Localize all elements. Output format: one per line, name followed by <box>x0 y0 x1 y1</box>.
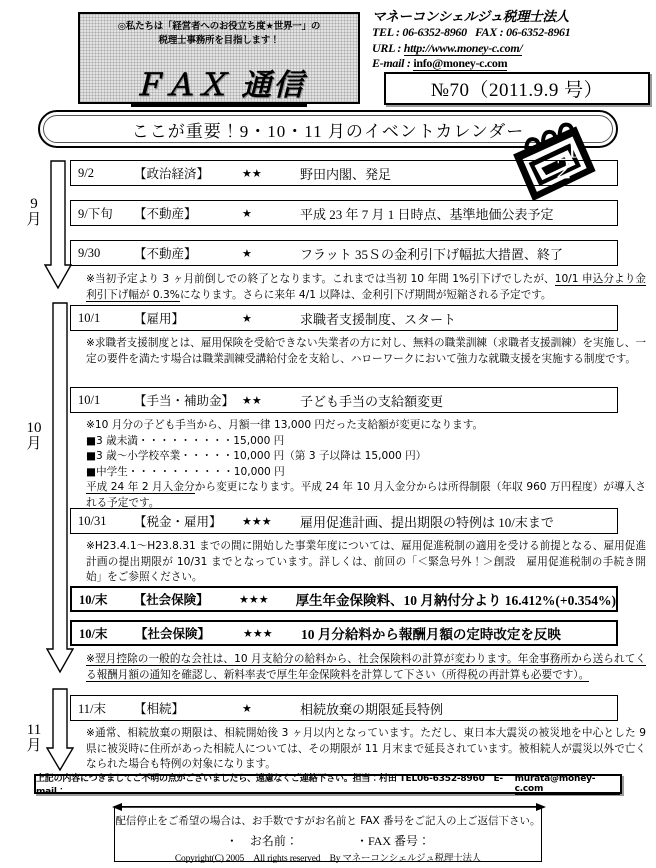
entry-row <box>70 387 618 413</box>
footer-divider-arrow <box>112 798 546 806</box>
note-employment-plan: ※H23.4.1～H23.8.31 までの間に開始した事業年度については、雇用促進税制の適用を受ける前提となる、雇用促進計画の提出期限が 10/31 までとなっています。詳しくは、前回の「＜緊急号外！＞創設 雇用促進税制の手続き開始」をご参照ください。 <box>86 540 646 583</box>
footer-unsubscribe-box <box>114 806 542 862</box>
entry-row <box>70 620 618 646</box>
firm-name: マネーコンシェルジュ税理士法人 <box>372 9 569 24</box>
entry-stars: ★★ <box>242 167 262 180</box>
reply-fields <box>115 832 541 849</box>
entry-stars: ★★★ <box>243 627 273 640</box>
month-label-september <box>24 196 44 228</box>
month-label-november <box>22 722 46 754</box>
email-line <box>372 56 652 72</box>
entry-stars: ★ <box>242 207 252 220</box>
footer-contact-email[interactable]: murata@money-c.com <box>515 774 620 795</box>
entry-date: 9/2 <box>78 165 94 180</box>
entry-category: 【社会保険】 <box>133 593 209 607</box>
note-flat35-underline-2: 分より金利引下げ幅が 0.3% <box>86 273 647 301</box>
name-field-label: ・ お名前： <box>225 834 298 848</box>
slogan <box>80 20 358 48</box>
svg-text:1: 1 <box>564 134 579 164</box>
entry-row <box>70 305 618 331</box>
entry-stars: ★★★ <box>242 515 272 528</box>
entry-date: 10/31 <box>78 513 107 528</box>
note-child-tail: から変更になります。平成 24 年 10 月入金分からは所得制限（年収 960 万円程度）が導入される予定です。 <box>86 481 646 509</box>
masthead-title <box>80 60 358 104</box>
slogan-line-1: ◎私たちは「経営者へのお役立ち度★世界一」の <box>117 21 321 32</box>
entry-row <box>70 508 618 534</box>
entry-row <box>70 160 618 186</box>
note-social-insurance <box>86 652 646 683</box>
issue-number-box <box>384 72 650 105</box>
entry-row <box>70 240 618 266</box>
headline-text: ここが重要！9・10・11 月のイベントカレンダー <box>131 121 525 141</box>
entry-date: 10/末 <box>79 627 108 641</box>
entry-description: 相続放棄の期限延長特例 <box>300 701 444 717</box>
url-link[interactable]: http://www.money-c.com/ <box>403 40 523 55</box>
entry-date: 9/下旬 <box>78 207 113 221</box>
note-inheritance: ※通常、相続放棄の期限は、相続開始後 3 ヶ月以内となっています。ただし、東日本大震災の被災地を中心とした 9 県に被災時に住所があった相続人については、その期限が 11 月末まで延長されています。被相続人が震災以外で亡くなられた場合も特例の対象になります。 <box>86 727 646 770</box>
document-header <box>0 0 656 112</box>
entry-row <box>70 695 618 721</box>
note-child-item: ■3 歳未満・・・・・・・・・15,000 円 <box>86 434 285 447</box>
note-child-item: ■中学生・・・・・・・・・・10,000 円 <box>86 465 285 478</box>
entry-row <box>70 586 618 612</box>
entry-category: 【雇用】 <box>134 312 185 326</box>
svg-text:2: 2 <box>555 152 572 186</box>
entry-stars: ★★★ <box>238 593 269 606</box>
entry-stars: ★ <box>242 312 252 325</box>
entry-description: 求職者支援制度、スタート <box>300 311 457 327</box>
issue-number: №70（2011.9.9 号） <box>430 80 604 101</box>
month-label-sep-num: 9 <box>30 196 38 212</box>
tel-label: TEL : <box>372 25 400 39</box>
slogan-line-2: 税理士事務所を目指します！ <box>158 35 280 46</box>
entry-date: 10/1 <box>78 310 101 325</box>
fax-field-label: ・FAX 番号： <box>355 834 431 848</box>
copyright: Copyright(C) 2005 All rights reserved By マネーコンシェルジュ税理士法人 <box>174 854 482 864</box>
fax-masthead-box <box>78 12 360 104</box>
entry-category: 【手当・補助金】 <box>134 394 235 408</box>
note-jobseeker-support: ※求職者支援制度とは、雇用保険を受給できない失業者の方に対し、無料の職業訓練（求職者支援訓練）を実施し、一定の要件を満たす場合は職業訓練受講給付金を支給し、ハローワークにおいて強力な就職支援を実施する制度です。 <box>86 337 646 365</box>
footer-contact-text: 上記の内容につきましてご不明の点がございましたら、遠慮なくご連絡下さい。担当：村田 TEL06-6352-8960 E-mail： <box>36 774 503 797</box>
entry-description: 厚生年金保険料、10 月納付分より 16.412%(+0.354%) <box>295 593 616 608</box>
email-label: E-mail : <box>372 56 411 70</box>
tel-value: 06-6352-8960 <box>402 25 467 39</box>
note-flat35-part-b: になります。さらに来年 4/1 以降は、金利引下げ期間が短縮される予定です。 <box>179 288 552 301</box>
note-child-underline: 平成 24 年 2 月入金分 <box>86 481 195 493</box>
month-label-nov-num: 11 <box>26 722 42 738</box>
entry-date: 9/30 <box>78 245 101 260</box>
entry-description: 10 月分給料から報酬月額の定時改定を反映 <box>301 627 561 642</box>
unsubscribe-instructions: 配信停止をご希望の場合は、お手数ですがお名前と FAX 番号をご記入の上ご返信下さい。 <box>115 815 541 827</box>
note-flat35-underline-1: 10/1 申込 <box>554 273 604 285</box>
entry-date: 10/末 <box>79 593 108 607</box>
month-label-oct-num: 10 <box>26 420 42 436</box>
month-arrow-september <box>44 160 72 295</box>
fax-label: FAX : <box>474 25 504 39</box>
month-label-nov-kanji: 月 <box>26 738 42 754</box>
masthead-title-text: ＦＡＸ 通信 <box>131 68 307 107</box>
url-label: URL : <box>372 40 402 55</box>
note-child-item: ■3 歳～小学校卒業・・・・・10,000 円（第 3 子以降は 15,000 円） <box>86 450 427 462</box>
month-label-october <box>22 420 46 452</box>
entry-category: 【不動産】 <box>134 207 197 221</box>
month-label-oct-kanji: 月 <box>26 436 42 452</box>
fax-value: 06-6352-8961 <box>506 25 571 39</box>
entry-category: 【税金・雇用】 <box>134 515 222 529</box>
entry-category: 【政治経済】 <box>134 167 210 181</box>
note-flat35 <box>86 272 646 303</box>
entry-category: 【相続】 <box>134 702 185 716</box>
entry-category: 【社会保険】 <box>135 627 211 641</box>
note-child-tail-wrap <box>86 480 646 511</box>
entry-category: 【不動産】 <box>134 247 197 261</box>
note-flat35-part-a: ※当初予定より 3 ヶ月前倒しでの終了となります。これまでは当初 10 年間 1%引下げでしたが、 <box>86 273 555 285</box>
entry-stars: ★★ <box>242 394 262 407</box>
note-child-head: ※10 月分の子ども手当から、月額一律 13,000 円だった支給額が変更になります。 <box>86 419 484 431</box>
entry-stars: ★ <box>242 247 252 260</box>
entry-description: 雇用促進計画、提出期限の特例は 10/末まで <box>300 514 554 530</box>
footer-contact-bar <box>34 773 622 797</box>
entry-date: 11/末 <box>78 702 107 716</box>
tel-fax-line <box>372 25 652 41</box>
firm-contact-block <box>372 9 652 72</box>
entry-description: 平成 23 年 7 月 1 日時点、基準地価公表予定 <box>300 206 554 222</box>
note-child-allowance <box>86 418 646 511</box>
month-label-sep-kanji: 月 <box>26 212 42 228</box>
entry-description: 子ども手当の支給額変更 <box>300 393 444 409</box>
note-social-insurance-text: ※翌月控除の一般的な会社は、10 月支給分の給料から、社会保険料の計算が変わります。年金事務所から送られてくる報酬月額の通知を確認し、新料率表で厚生年金保険料を計算して下さい（所得税の再計算も必要です）。 <box>86 653 646 681</box>
entry-description: 野田内閣、発足 <box>300 166 392 182</box>
email-link[interactable]: info@money-c.com <box>413 56 508 70</box>
entry-description: フラット 35Ｓの金利引下げ幅拡大措置、終了 <box>300 246 563 262</box>
url-line <box>372 41 652 57</box>
entry-stars: ★ <box>242 702 252 715</box>
entry-row <box>70 200 618 226</box>
entry-date: 10/1 <box>78 392 101 407</box>
